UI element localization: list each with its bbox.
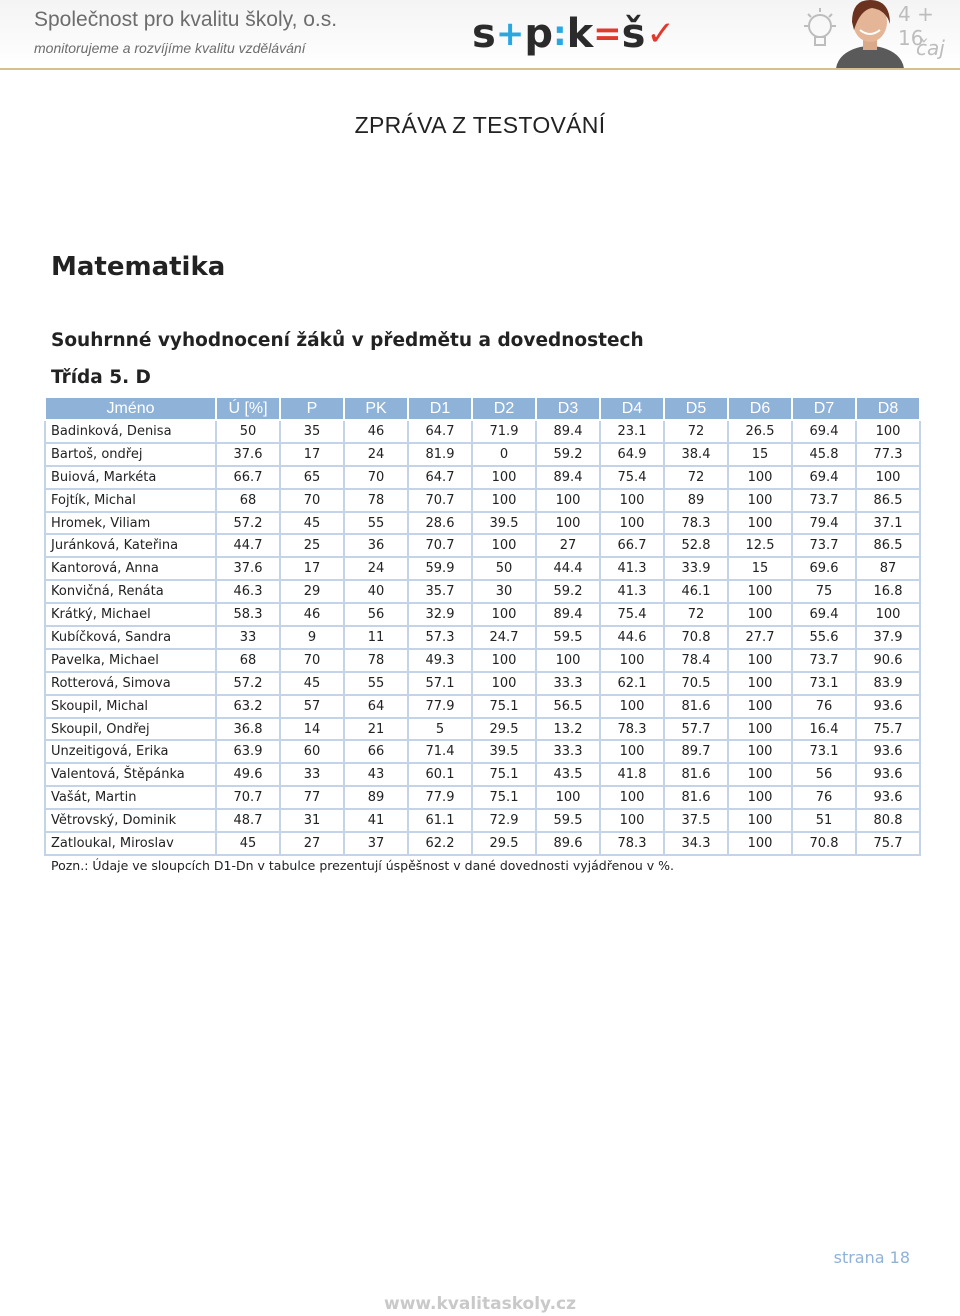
subject-heading: Matematika bbox=[51, 252, 226, 282]
score-cell: 21 bbox=[344, 718, 408, 741]
score-cell: 15 bbox=[728, 443, 792, 466]
score-cell: 100 bbox=[728, 580, 792, 603]
score-cell: 27 bbox=[280, 832, 344, 855]
score-cell: 90.6 bbox=[856, 649, 920, 672]
score-cell: 35 bbox=[280, 420, 344, 443]
score-cell: 41 bbox=[344, 809, 408, 832]
logo-letter-k: k bbox=[566, 11, 593, 57]
score-cell: 59.2 bbox=[536, 443, 600, 466]
score-cell: 29.5 bbox=[472, 718, 536, 741]
score-cell: 80.8 bbox=[856, 809, 920, 832]
score-cell: 39.5 bbox=[472, 512, 536, 535]
logo-equals: = bbox=[593, 14, 621, 54]
score-cell: 70.5 bbox=[664, 672, 728, 695]
score-cell: 89 bbox=[664, 489, 728, 512]
score-cell: 70 bbox=[280, 649, 344, 672]
student-name-cell: Fojtík, Michal bbox=[45, 489, 216, 512]
score-cell: 66.7 bbox=[600, 534, 664, 557]
score-cell: 62.2 bbox=[408, 832, 472, 855]
score-cell: 38.4 bbox=[664, 443, 728, 466]
score-cell: 75.1 bbox=[472, 763, 536, 786]
score-cell: 29.5 bbox=[472, 832, 536, 855]
score-cell: 64.9 bbox=[600, 443, 664, 466]
score-cell: 52.8 bbox=[664, 534, 728, 557]
class-title: Třída 5. D bbox=[51, 367, 151, 388]
table-row bbox=[45, 832, 920, 855]
score-cell: 100 bbox=[472, 489, 536, 512]
table-header bbox=[45, 397, 920, 420]
score-cell: 45 bbox=[216, 832, 280, 855]
score-cell: 75.7 bbox=[856, 718, 920, 741]
score-cell: 89.4 bbox=[536, 466, 600, 489]
column-header: Ú [%] bbox=[216, 397, 280, 420]
score-cell: 93.6 bbox=[856, 695, 920, 718]
results-table bbox=[44, 396, 921, 856]
score-cell: 72.9 bbox=[472, 809, 536, 832]
score-cell: 77.9 bbox=[408, 695, 472, 718]
score-cell: 100 bbox=[600, 695, 664, 718]
page-number: strana 18 bbox=[833, 1248, 910, 1267]
score-cell: 100 bbox=[728, 603, 792, 626]
column-header: PK bbox=[344, 397, 408, 420]
score-cell: 39.5 bbox=[472, 740, 536, 763]
score-cell: 69.4 bbox=[792, 603, 856, 626]
student-name-cell: Konvičná, Renáta bbox=[45, 580, 216, 603]
score-cell: 86.5 bbox=[856, 489, 920, 512]
score-cell: 66 bbox=[344, 740, 408, 763]
score-cell: 44.6 bbox=[600, 626, 664, 649]
score-cell: 73.7 bbox=[792, 489, 856, 512]
score-cell: 89 bbox=[344, 786, 408, 809]
student-name-cell: Rotterová, Simova bbox=[45, 672, 216, 695]
score-cell: 72 bbox=[664, 603, 728, 626]
score-cell: 63.9 bbox=[216, 740, 280, 763]
score-cell: 76 bbox=[792, 786, 856, 809]
score-cell: 24 bbox=[344, 443, 408, 466]
score-cell: 56.5 bbox=[536, 695, 600, 718]
scribble-bottom: čaj bbox=[916, 36, 945, 60]
table-row bbox=[45, 420, 920, 443]
score-cell: 70.7 bbox=[216, 786, 280, 809]
score-cell: 40 bbox=[344, 580, 408, 603]
score-cell: 64.7 bbox=[408, 420, 472, 443]
table-row bbox=[45, 603, 920, 626]
score-cell: 62.1 bbox=[600, 672, 664, 695]
score-cell: 57.2 bbox=[216, 672, 280, 695]
score-cell: 100 bbox=[472, 603, 536, 626]
score-cell: 100 bbox=[728, 832, 792, 855]
score-cell: 79.4 bbox=[792, 512, 856, 535]
score-cell: 33 bbox=[280, 763, 344, 786]
score-cell: 12.5 bbox=[728, 534, 792, 557]
student-name-cell: Kubíčková, Sandra bbox=[45, 626, 216, 649]
student-name-cell: Skoupil, Ondřej bbox=[45, 718, 216, 741]
score-cell: 56 bbox=[792, 763, 856, 786]
column-header: D4 bbox=[600, 397, 664, 420]
table-row bbox=[45, 489, 920, 512]
column-header: D1 bbox=[408, 397, 472, 420]
score-cell: 72 bbox=[664, 466, 728, 489]
score-cell: 11 bbox=[344, 626, 408, 649]
score-cell: 33 bbox=[216, 626, 280, 649]
scribble-top: 4 + 16 bbox=[898, 2, 934, 50]
score-cell: 26.5 bbox=[728, 420, 792, 443]
score-cell: 69.4 bbox=[792, 420, 856, 443]
score-cell: 75.7 bbox=[856, 832, 920, 855]
score-cell: 78 bbox=[344, 489, 408, 512]
score-cell: 57.7 bbox=[664, 718, 728, 741]
logo-check: ✓ bbox=[646, 14, 674, 54]
score-cell: 100 bbox=[728, 649, 792, 672]
student-name-cell: Juránková, Kateřina bbox=[45, 534, 216, 557]
score-cell: 93.6 bbox=[856, 786, 920, 809]
student-name-cell: Vašát, Martin bbox=[45, 786, 216, 809]
column-header: D8 bbox=[856, 397, 920, 420]
score-cell: 93.6 bbox=[856, 763, 920, 786]
score-cell: 100 bbox=[856, 466, 920, 489]
student-name-cell: Bartoš, ondřej bbox=[45, 443, 216, 466]
student-name-cell: Větrovský, Dominik bbox=[45, 809, 216, 832]
score-cell: 46 bbox=[280, 603, 344, 626]
table-row bbox=[45, 466, 920, 489]
score-cell: 100 bbox=[728, 740, 792, 763]
score-cell: 72 bbox=[664, 420, 728, 443]
score-cell: 100 bbox=[600, 786, 664, 809]
table-row bbox=[45, 580, 920, 603]
score-cell: 73.7 bbox=[792, 534, 856, 557]
table-row bbox=[45, 786, 920, 809]
score-cell: 50 bbox=[216, 420, 280, 443]
logo-plus: + bbox=[495, 14, 524, 54]
score-cell: 57.3 bbox=[408, 626, 472, 649]
score-cell: 71.4 bbox=[408, 740, 472, 763]
score-cell: 100 bbox=[728, 786, 792, 809]
score-cell: 49.6 bbox=[216, 763, 280, 786]
score-cell: 46.3 bbox=[216, 580, 280, 603]
score-cell: 46.1 bbox=[664, 580, 728, 603]
score-cell: 43.5 bbox=[536, 763, 600, 786]
score-cell: 51 bbox=[792, 809, 856, 832]
logo-letter-s: s bbox=[472, 11, 495, 57]
table-row bbox=[45, 763, 920, 786]
score-cell: 70.8 bbox=[664, 626, 728, 649]
score-cell: 89.4 bbox=[536, 420, 600, 443]
table-row bbox=[45, 534, 920, 557]
score-cell: 73.1 bbox=[792, 740, 856, 763]
score-cell: 34.3 bbox=[664, 832, 728, 855]
table-row bbox=[45, 443, 920, 466]
column-header: Jméno bbox=[45, 397, 216, 420]
score-cell: 27 bbox=[536, 534, 600, 557]
score-cell: 17 bbox=[280, 443, 344, 466]
spkss-logo bbox=[472, 6, 674, 62]
score-cell: 75.1 bbox=[472, 695, 536, 718]
score-cell: 37.1 bbox=[856, 512, 920, 535]
score-cell: 24.7 bbox=[472, 626, 536, 649]
score-cell: 75.4 bbox=[600, 603, 664, 626]
column-header: D7 bbox=[792, 397, 856, 420]
score-cell: 70 bbox=[280, 489, 344, 512]
student-name-cell: Valentová, Štěpánka bbox=[45, 763, 216, 786]
score-cell: 65 bbox=[280, 466, 344, 489]
score-cell: 41.8 bbox=[600, 763, 664, 786]
score-cell: 9 bbox=[280, 626, 344, 649]
student-name-cell: Hromek, Viliam bbox=[45, 512, 216, 535]
score-cell: 49.3 bbox=[408, 649, 472, 672]
student-name-cell: Kantorová, Anna bbox=[45, 557, 216, 580]
logo-letter-sh: š bbox=[621, 11, 645, 57]
score-cell: 37.9 bbox=[856, 626, 920, 649]
score-cell: 36 bbox=[344, 534, 408, 557]
score-cell: 33.3 bbox=[536, 672, 600, 695]
table-header-row bbox=[45, 397, 920, 420]
score-cell: 16.4 bbox=[792, 718, 856, 741]
score-cell: 89.4 bbox=[536, 603, 600, 626]
score-cell: 100 bbox=[856, 603, 920, 626]
org-tagline: monitorujeme a rozvíjíme kvalitu vzdělávání bbox=[34, 40, 306, 56]
student-name-cell: Buiová, Markéta bbox=[45, 466, 216, 489]
score-cell: 100 bbox=[600, 512, 664, 535]
table-body bbox=[45, 420, 920, 855]
score-cell: 48.7 bbox=[216, 809, 280, 832]
column-header: D2 bbox=[472, 397, 536, 420]
score-cell: 14 bbox=[280, 718, 344, 741]
score-cell: 75.1 bbox=[472, 786, 536, 809]
score-cell: 35.7 bbox=[408, 580, 472, 603]
score-cell: 45.8 bbox=[792, 443, 856, 466]
score-cell: 100 bbox=[600, 809, 664, 832]
score-cell: 58.3 bbox=[216, 603, 280, 626]
score-cell: 37.5 bbox=[664, 809, 728, 832]
score-cell: 15 bbox=[728, 557, 792, 580]
score-cell: 45 bbox=[280, 512, 344, 535]
score-cell: 63.2 bbox=[216, 695, 280, 718]
score-cell: 100 bbox=[600, 649, 664, 672]
score-cell: 100 bbox=[472, 672, 536, 695]
score-cell: 100 bbox=[536, 649, 600, 672]
column-header: P bbox=[280, 397, 344, 420]
score-cell: 57 bbox=[280, 695, 344, 718]
score-cell: 45 bbox=[280, 672, 344, 695]
score-cell: 13.2 bbox=[536, 718, 600, 741]
score-cell: 46 bbox=[344, 420, 408, 443]
score-cell: 89.6 bbox=[536, 832, 600, 855]
score-cell: 100 bbox=[600, 489, 664, 512]
score-cell: 59.9 bbox=[408, 557, 472, 580]
score-cell: 64 bbox=[344, 695, 408, 718]
score-cell: 68 bbox=[216, 649, 280, 672]
score-cell: 78.3 bbox=[664, 512, 728, 535]
student-name-cell: Krátký, Michael bbox=[45, 603, 216, 626]
column-header: D6 bbox=[728, 397, 792, 420]
score-cell: 37.6 bbox=[216, 557, 280, 580]
column-header: D5 bbox=[664, 397, 728, 420]
score-cell: 31 bbox=[280, 809, 344, 832]
score-cell: 77 bbox=[280, 786, 344, 809]
score-cell: 57.1 bbox=[408, 672, 472, 695]
score-cell: 100 bbox=[728, 695, 792, 718]
score-cell: 100 bbox=[728, 763, 792, 786]
table-note: Pozn.: Údaje ve sloupcích D1-Dn v tabulce prezentují úspěšnost v dané dovednosti vyjádřenou v %. bbox=[51, 858, 674, 873]
score-cell: 73.1 bbox=[792, 672, 856, 695]
score-cell: 61.1 bbox=[408, 809, 472, 832]
student-name-cell: Skoupil, Michal bbox=[45, 695, 216, 718]
score-cell: 100 bbox=[728, 809, 792, 832]
score-cell: 44.7 bbox=[216, 534, 280, 557]
score-cell: 81.9 bbox=[408, 443, 472, 466]
footer-url: www.kvalitaskoly.cz bbox=[383, 1294, 577, 1314]
score-cell: 100 bbox=[728, 466, 792, 489]
score-cell: 37.6 bbox=[216, 443, 280, 466]
score-cell: 100 bbox=[856, 420, 920, 443]
table-row bbox=[45, 649, 920, 672]
score-cell: 75.4 bbox=[600, 466, 664, 489]
section-title: Souhrnné vyhodnocení žáků v předmětu a dovednostech bbox=[51, 330, 644, 351]
score-cell: 59.5 bbox=[536, 809, 600, 832]
table-row bbox=[45, 695, 920, 718]
score-cell: 77.3 bbox=[856, 443, 920, 466]
score-cell: 17 bbox=[280, 557, 344, 580]
score-cell: 27.7 bbox=[728, 626, 792, 649]
score-cell: 78.4 bbox=[664, 649, 728, 672]
score-cell: 66.7 bbox=[216, 466, 280, 489]
header-hero-image bbox=[790, 0, 960, 68]
score-cell: 69.6 bbox=[792, 557, 856, 580]
score-cell: 81.6 bbox=[664, 786, 728, 809]
score-cell: 33.3 bbox=[536, 740, 600, 763]
score-cell: 24 bbox=[344, 557, 408, 580]
page-header bbox=[0, 0, 960, 70]
score-cell: 100 bbox=[536, 786, 600, 809]
score-cell: 5 bbox=[408, 718, 472, 741]
score-cell: 43 bbox=[344, 763, 408, 786]
score-cell: 60 bbox=[280, 740, 344, 763]
score-cell: 16.8 bbox=[856, 580, 920, 603]
score-cell: 28.6 bbox=[408, 512, 472, 535]
score-cell: 25 bbox=[280, 534, 344, 557]
score-cell: 30 bbox=[472, 580, 536, 603]
score-cell: 23.1 bbox=[600, 420, 664, 443]
score-cell: 100 bbox=[472, 534, 536, 557]
score-cell: 100 bbox=[728, 672, 792, 695]
score-cell: 70.8 bbox=[792, 832, 856, 855]
table-row bbox=[45, 672, 920, 695]
score-cell: 81.6 bbox=[664, 695, 728, 718]
score-cell: 93.6 bbox=[856, 740, 920, 763]
score-cell: 76 bbox=[792, 695, 856, 718]
score-cell: 59.5 bbox=[536, 626, 600, 649]
table-row bbox=[45, 512, 920, 535]
logo-colon: : bbox=[552, 14, 566, 54]
score-cell: 29 bbox=[280, 580, 344, 603]
score-cell: 75 bbox=[792, 580, 856, 603]
score-cell: 33.9 bbox=[664, 557, 728, 580]
score-cell: 100 bbox=[728, 718, 792, 741]
score-cell: 41.3 bbox=[600, 580, 664, 603]
score-cell: 60.1 bbox=[408, 763, 472, 786]
student-name-cell: Zatloukal, Miroslav bbox=[45, 832, 216, 855]
org-name: Společnost pro kvalitu školy, o.s. bbox=[34, 8, 338, 31]
score-cell: 100 bbox=[600, 740, 664, 763]
score-cell: 57.2 bbox=[216, 512, 280, 535]
table-row bbox=[45, 809, 920, 832]
score-cell: 56 bbox=[344, 603, 408, 626]
score-cell: 87 bbox=[856, 557, 920, 580]
score-cell: 100 bbox=[728, 489, 792, 512]
table-row bbox=[45, 740, 920, 763]
score-cell: 50 bbox=[472, 557, 536, 580]
table-row bbox=[45, 557, 920, 580]
score-cell: 32.9 bbox=[408, 603, 472, 626]
score-cell: 78 bbox=[344, 649, 408, 672]
score-cell: 36.8 bbox=[216, 718, 280, 741]
score-cell: 59.2 bbox=[536, 580, 600, 603]
column-header: D3 bbox=[536, 397, 600, 420]
score-cell: 100 bbox=[472, 466, 536, 489]
score-cell: 70 bbox=[344, 466, 408, 489]
score-cell: 81.6 bbox=[664, 763, 728, 786]
score-cell: 83.9 bbox=[856, 672, 920, 695]
student-name-cell: Badinková, Denisa bbox=[45, 420, 216, 443]
score-cell: 0 bbox=[472, 443, 536, 466]
score-cell: 78.3 bbox=[600, 718, 664, 741]
score-cell: 100 bbox=[536, 489, 600, 512]
score-cell: 69.4 bbox=[792, 466, 856, 489]
score-cell: 64.7 bbox=[408, 466, 472, 489]
logo-letter-p: p bbox=[524, 11, 552, 57]
report-title: ZPRÁVA Z TESTOVÁNÍ bbox=[354, 112, 606, 138]
score-cell: 86.5 bbox=[856, 534, 920, 557]
score-cell: 100 bbox=[536, 512, 600, 535]
score-cell: 44.4 bbox=[536, 557, 600, 580]
score-cell: 73.7 bbox=[792, 649, 856, 672]
score-cell: 70.7 bbox=[408, 534, 472, 557]
student-name-cell: Pavelka, Michael bbox=[45, 649, 216, 672]
score-cell: 37 bbox=[344, 832, 408, 855]
score-cell: 89.7 bbox=[664, 740, 728, 763]
score-cell: 77.9 bbox=[408, 786, 472, 809]
score-cell: 100 bbox=[472, 649, 536, 672]
score-cell: 71.9 bbox=[472, 420, 536, 443]
score-cell: 68 bbox=[216, 489, 280, 512]
score-cell: 55 bbox=[344, 672, 408, 695]
score-cell: 41.3 bbox=[600, 557, 664, 580]
score-cell: 55 bbox=[344, 512, 408, 535]
score-cell: 55.6 bbox=[792, 626, 856, 649]
score-cell: 70.7 bbox=[408, 489, 472, 512]
student-name-cell: Unzeitigová, Erika bbox=[45, 740, 216, 763]
table-row bbox=[45, 626, 920, 649]
score-cell: 100 bbox=[728, 512, 792, 535]
table-row bbox=[45, 718, 920, 741]
score-cell: 78.3 bbox=[600, 832, 664, 855]
